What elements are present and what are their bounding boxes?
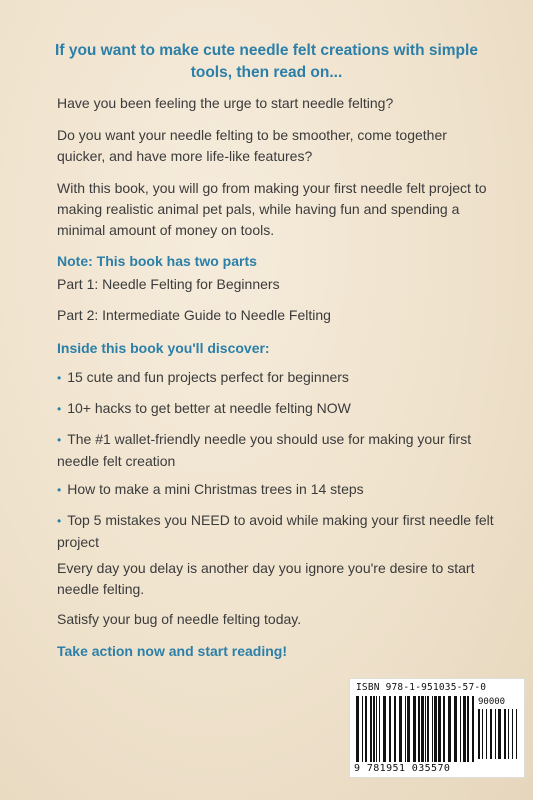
paragraph-2: Do you want your needle felting to be smoother, come together quicker, and have more life-like features? xyxy=(57,127,447,164)
paragraph-1: Have you been feeling the urge to start needle felting? xyxy=(57,95,394,111)
call-to-action: Take action now and start reading! xyxy=(57,643,288,659)
bullet-item: • 10+ hacks to get better at needle felting NOW xyxy=(57,400,351,416)
bullet-icon: • xyxy=(57,433,62,447)
barcode-bars xyxy=(356,696,474,764)
bullet-item: • Top 5 mistakes you NEED to avoid while making your first needle felt project xyxy=(57,512,494,550)
bullet-item: • How to make a mini Christmas trees in 14 steps xyxy=(57,481,364,497)
bullet-item: • 15 cute and fun projects perfect for beginners xyxy=(57,369,349,385)
isbn-barcode xyxy=(349,678,525,778)
bullet-icon: • xyxy=(57,483,62,497)
bullet-item: • The #1 wallet-friendly needle you should use for making your first needle felt creation xyxy=(57,431,472,469)
closing-paragraph-2: Satisfy your bug of needle felting today. xyxy=(57,611,302,627)
note-heading: Note: This book has two parts xyxy=(57,253,257,269)
bullet-icon: • xyxy=(57,402,62,416)
closing-paragraph-1: Every day you delay is another day you ignore you're desire to start needle felting. xyxy=(57,560,475,597)
part-1: Part 1: Needle Felting for Beginners xyxy=(57,276,280,292)
paragraph-3: With this book, you will go from making your first needle felt project to making realistic animal pet pals, while having fun and spending a minimal amount of money on tools. xyxy=(57,180,487,238)
inside-heading: Inside this book you'll discover: xyxy=(57,340,270,356)
part-2: Part 2: Intermediate Guide to Needle Felting xyxy=(57,307,331,323)
isbn-label: ISBN 978-1-951035-57-0 xyxy=(356,682,487,693)
bullet-icon: • xyxy=(57,371,62,385)
price-code: 90000 xyxy=(478,697,506,707)
headline: If you want to make cute needle felt creations with simple tools, then read on... xyxy=(55,42,478,81)
barcode-number: 9 781951 035570 xyxy=(354,763,451,774)
bullet-icon: • xyxy=(57,514,62,528)
price-barcode-bars xyxy=(478,709,518,761)
